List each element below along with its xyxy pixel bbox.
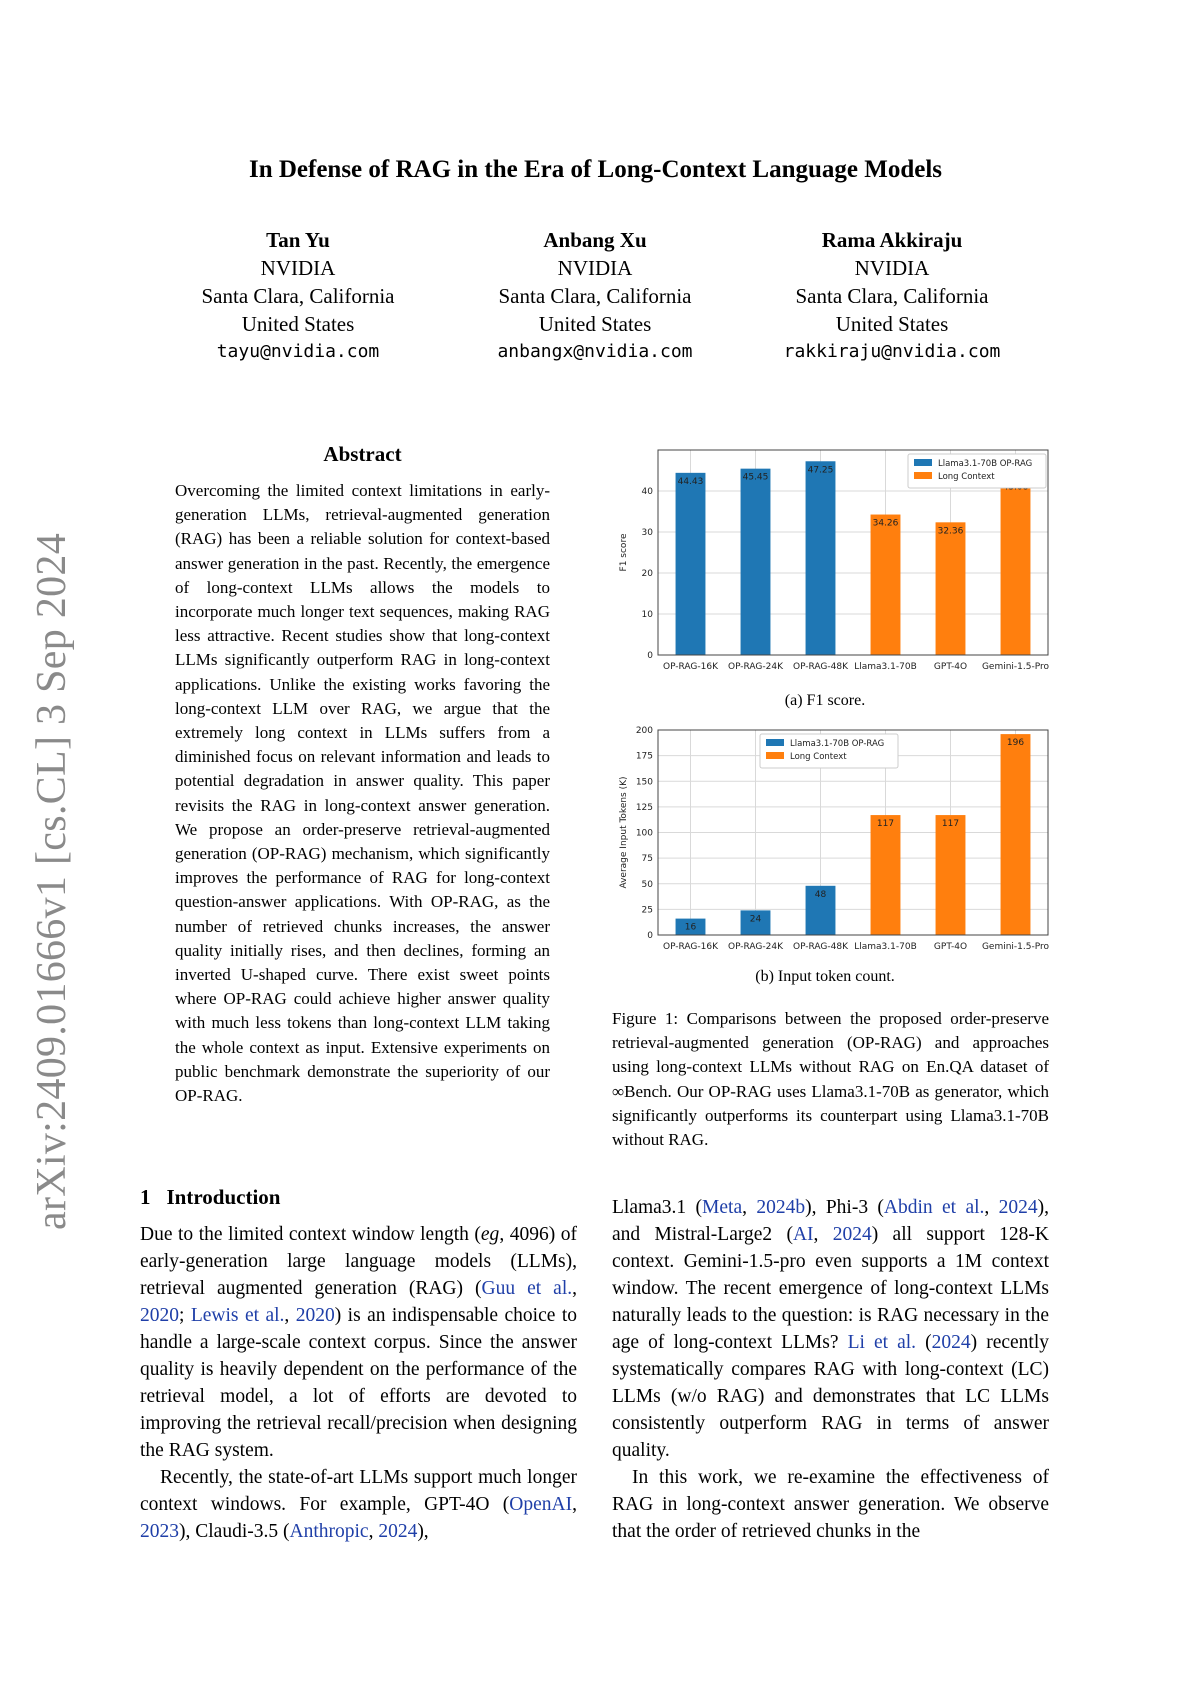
- author-country: United States: [241, 312, 355, 336]
- y-tick-label: 20: [641, 569, 653, 579]
- bar-value-label: 117: [941, 819, 960, 830]
- legend-swatch: [766, 739, 784, 746]
- intro-paragraph-1: [140, 1221, 577, 1464]
- bar: [741, 469, 771, 655]
- text-run: ,: [813, 1224, 833, 1245]
- text-run: ;: [179, 1305, 191, 1326]
- text-run: ), Claudi-3.5 (: [179, 1521, 290, 1542]
- citation-link[interactable]: Anthropic: [289, 1521, 369, 1542]
- y-tick-label: 10: [641, 610, 653, 620]
- author-affiliation: NVIDIA: [260, 256, 336, 280]
- text-run: ,: [984, 1197, 999, 1218]
- bar-value-label: 196: [1006, 738, 1025, 749]
- author-block: [747, 226, 1037, 366]
- bar-value-label: 44.43: [677, 476, 704, 487]
- bar-value-label: 16: [684, 922, 697, 933]
- x-tick-label: Gemini-1.5-Pro: [981, 942, 1050, 952]
- citation-link[interactable]: Lewis et al.: [190, 1305, 285, 1326]
- subcaption-a: (a) F1 score.: [784, 692, 866, 709]
- figure-caption: Figure 1: Comparisons between the proposed order-preserve retrieval-augmented generation (OP-RAG) and approaches using long-context LLMs without RAG on En.QA dataset of ∞Bench. Our OP-RAG uses Llama3.1-70B as generator, which significantly outperforms its counterpart using Llama3.1-70B without RAG.: [612, 1009, 1049, 1150]
- citation-link[interactable]: Abdin et al.: [883, 1197, 985, 1218]
- citation-link[interactable]: 2024: [998, 1197, 1038, 1218]
- text-run: ),: [417, 1521, 429, 1542]
- italic-text: eg: [480, 1224, 500, 1245]
- section-number: 1: [140, 1185, 151, 1209]
- x-tick-label: OP-RAG-16K: [662, 942, 719, 952]
- x-tick-label: OP-RAG-24K: [727, 662, 784, 672]
- bar: [871, 515, 901, 655]
- text-run: ), Phi-3 (: [805, 1197, 884, 1218]
- text-run: ) all support 128-K context. Gemini-1.5-pro even supports a 1M context window. The recent emergence of long-context LLMs naturally leads to the question: is RAG necessary in the age of long-context LLMs?: [612, 1224, 1050, 1353]
- author-city: Santa Clara, California: [201, 284, 395, 308]
- x-tick-label: OP-RAG-16K: [662, 662, 719, 672]
- citation-link[interactable]: Meta: [702, 1197, 743, 1218]
- text-run: ) is an indispensable choice to handle a large-scale context corpus. Since the answer quality is heavily dependent on the performance of the retrieval model, a lot of efforts are devoted to improving the retrieval recall/precision when designing the RAG system.: [140, 1305, 577, 1461]
- x-tick-label: OP-RAG-48K: [792, 942, 849, 952]
- author-name: Rama Akkiraju: [821, 228, 963, 252]
- legend-label: Llama3.1-70B OP-RAG: [938, 459, 1033, 469]
- author-block: [450, 226, 740, 366]
- abstract-heading: Abstract: [323, 442, 402, 466]
- text-run: In this work, we re-examine the effectiveness of RAG in long-context answer generation. We observe that the order of retrieved chunks in the: [612, 1467, 1049, 1542]
- citation-link[interactable]: 2020: [140, 1305, 179, 1326]
- citation-link[interactable]: 2024: [931, 1332, 971, 1353]
- section-heading: [140, 1185, 280, 1210]
- x-tick-label: OP-RAG-48K: [792, 662, 849, 672]
- y-tick-label: 125: [635, 802, 653, 813]
- citation-link[interactable]: Li et al.: [847, 1332, 917, 1353]
- author-affiliation: NVIDIA: [557, 256, 633, 280]
- author-name: Anbang Xu: [543, 228, 647, 252]
- legend-label: Llama3.1-70B OP-RAG: [790, 739, 885, 749]
- y-tick-label: 0: [647, 651, 653, 661]
- subcaption-b: (b) Input token count.: [755, 968, 895, 985]
- section-title: Introduction: [166, 1185, 281, 1209]
- y-tick-label: 150: [635, 777, 653, 788]
- bar: [871, 815, 901, 935]
- text-run: Due to the limited context window length (: [140, 1224, 481, 1245]
- y-tick-label: 200: [635, 726, 653, 736]
- intro-paragraph-4: [612, 1464, 1049, 1545]
- bar: [676, 473, 706, 655]
- author-country: United States: [835, 312, 949, 336]
- f1-score-chart: [612, 440, 1062, 685]
- text-run: (: [916, 1332, 932, 1353]
- text-run: Llama3.1 (: [612, 1197, 703, 1218]
- arxiv-identifier-stamp: arXiv:2409.01666v1 [cs.CL] 3 Sep 2024: [29, 532, 75, 1230]
- legend-swatch: [914, 472, 932, 479]
- legend-label: Long Context: [938, 472, 995, 482]
- abstract-text: Overcoming the limited context limitations in early-generation LLMs, retrieval-augmented generation (RAG) has been a reliable solution for context-based answer generation in the past. Recently, the emergence of long-context LLMs allows the models to incorporate much longer text sequences, making RAG less attractive. Recent studies show that long-context LLMs significantly outperform RAG in long-context applications. Unlike the existing works favoring the long-context LLM over RAG, we argue that the extremely long context in LLMs suffers from a diminished focus on relevant information and leads to potential degradation in answer quality. This paper revisits the RAG in long-context answer generation. We propose an order-preserve retrieval-augmented generation (OP-RAG) mechanism, which significantly improves the performance of RAG for long-context question-answer applications. With OP-RAG, as the number of retrieved chunks increases, the answer quality initially rises, and then declines, forming an inverted U-shaped curve. There exist sweet points where OP-RAG could achieve higher answer quality with much less tokens than long-context LLM taking the whole context as input. Extensive experiments on public benchmark demonstrate the superiority of our OP-RAG.: [175, 481, 550, 1106]
- bar: [1001, 478, 1031, 655]
- bar: [936, 522, 966, 655]
- bar-value-label: 32.36: [937, 526, 964, 537]
- x-tick-label: Llama3.1-70B: [854, 942, 917, 952]
- citation-link[interactable]: AI: [792, 1224, 814, 1245]
- text-run: , 4096) of early-generation large language models (LLMs), retrieval augmented generation (RAG) (: [140, 1224, 577, 1299]
- author-city: Santa Clara, California: [795, 284, 989, 308]
- bar-value-label: 34.26: [872, 518, 899, 529]
- citation-link[interactable]: OpenAI: [509, 1494, 573, 1515]
- input-token-chart: [612, 720, 1062, 965]
- x-tick-label: OP-RAG-24K: [727, 942, 784, 952]
- y-tick-label: 100: [635, 828, 653, 839]
- intro-paragraph-3: [612, 1194, 1049, 1464]
- citation-link[interactable]: 2023: [140, 1521, 179, 1542]
- author-affiliation: NVIDIA: [854, 256, 930, 280]
- bar-value-label: 117: [876, 819, 895, 830]
- citation-link[interactable]: 2020: [295, 1305, 335, 1326]
- author-email: anbangx@nvidia.com: [497, 341, 693, 362]
- legend-swatch: [914, 459, 932, 466]
- citation-link[interactable]: 2024: [832, 1224, 872, 1245]
- author-email: tayu@nvidia.com: [216, 341, 380, 362]
- y-tick-label: 0: [647, 931, 653, 941]
- bar: [806, 461, 836, 655]
- paper-title: In Defense of RAG in the Era of Long-Context Language Models: [248, 156, 943, 183]
- x-tick-label: Gemini-1.5-Pro: [981, 662, 1050, 672]
- bar-value-label: 45.45: [742, 472, 769, 483]
- y-tick-label: 50: [641, 879, 653, 890]
- citation-link[interactable]: 2024b: [756, 1197, 806, 1218]
- y-tick-label: 75: [641, 854, 653, 865]
- y-tick-label: 25: [641, 905, 653, 916]
- intro-paragraph-2: [140, 1464, 577, 1545]
- text-run: ,: [572, 1278, 577, 1299]
- y-tick-label: 40: [641, 487, 653, 497]
- x-tick-label: GPT-4O: [933, 662, 968, 672]
- author-email: rakkiraju@nvidia.com: [783, 341, 1001, 362]
- y-tick-label: 30: [641, 528, 653, 538]
- y-axis-label: F1 score: [619, 533, 629, 572]
- legend-label: Long Context: [790, 752, 847, 762]
- citation-link[interactable]: Guu et al.: [481, 1278, 573, 1299]
- text-run: ), and Mistral-Large2 (: [612, 1197, 1050, 1245]
- text-run: ,: [742, 1197, 757, 1218]
- x-tick-label: GPT-4O: [933, 942, 968, 952]
- text-run: ,: [368, 1521, 379, 1542]
- text-run: ,: [572, 1494, 577, 1515]
- author-block: [153, 226, 443, 366]
- y-tick-label: 175: [635, 751, 653, 762]
- citation-link[interactable]: 2024: [378, 1521, 418, 1542]
- bar-value-label: 47.25: [807, 465, 834, 476]
- text-run: ,: [284, 1305, 296, 1326]
- text-run: ) recently systematically compares RAG with long-context (LC) LLMs (w/o RAG) and demonstrates that LC LLMs consistently outperform RAG in terms of answer quality.: [612, 1332, 1050, 1461]
- author-city: Santa Clara, California: [498, 284, 692, 308]
- legend-swatch: [766, 752, 784, 759]
- bar: [936, 815, 966, 935]
- x-tick-label: Llama3.1-70B: [854, 662, 917, 672]
- text-run: Recently, the state-of-art LLMs support much longer context windows. For example, GPT-4O (: [140, 1467, 577, 1515]
- y-axis-label: Average Input Tokens (K): [619, 776, 629, 889]
- author-country: United States: [538, 312, 652, 336]
- bar-value-label: 48: [814, 889, 827, 900]
- author-name: Tan Yu: [266, 228, 330, 252]
- bar: [1001, 734, 1031, 935]
- bar-value-label: 24: [749, 914, 762, 925]
